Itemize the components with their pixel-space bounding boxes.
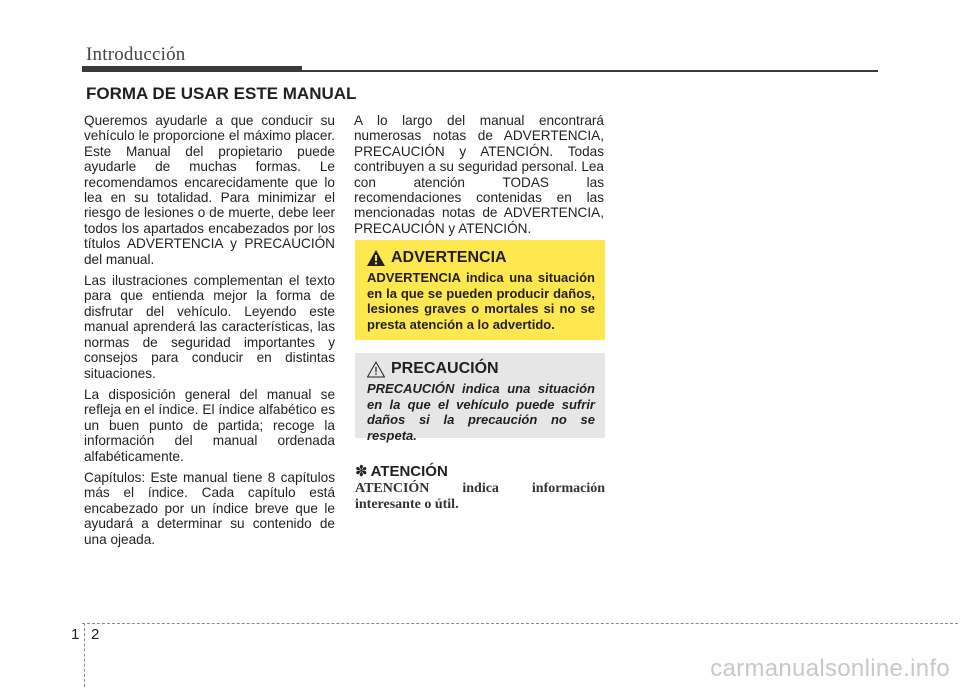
- page-number: 2: [91, 626, 100, 643]
- left-column: [84, 113, 335, 553]
- intro-paragraph: A lo largo del manual encontrará numerosas notas de ADVERTENCIA, PRECAUCIÓN y ATENCIÓN. Todas contribuyen a su seguridad personal. Lea con atención TODAS las recomendaciones contenidas en las mencionadas notas de ADVERTENCIA, PRECAUCIÓN y ATENCIÓN.: [354, 113, 604, 236]
- warning-box: [355, 240, 605, 340]
- chapter-title: Introducción: [86, 44, 186, 65]
- warning-title: ADVERTENCIA: [391, 249, 507, 266]
- caution-header: [367, 360, 595, 378]
- note-text: ATENCIÓN indica información interesante o útil.: [355, 481, 605, 512]
- caution-text: PRECAUCIÓN indica una situación en la que el vehículo puede sufrir daños si la precaución no se respeta.: [367, 381, 595, 443]
- paragraph: Queremos ayudarle a que conducir su vehículo le proporcione el máximo placer. Este Manual del propietario puede ayudarle de muchas formas. Le recomendamos encarecidamente que lo lea en su totalidad. Para minimizar el riesgo de lesiones o de muerte, debe leer todos los apartados encabezados por los títulos ADVERTENCIA y PRECAUCIÓN del manual.: [84, 113, 335, 267]
- warning-text: ADVERTENCIA indica una situación en la que se pueden producir daños, lesiones graves o mortales si no se presta atención a lo advertido.: [367, 270, 595, 332]
- footer-separator: [84, 623, 85, 687]
- warning-triangle-icon: [367, 250, 385, 266]
- caution-box: [355, 353, 605, 443]
- header-rule-thin: [302, 70, 878, 72]
- note-header: [355, 462, 448, 480]
- section-title: FORMA DE USAR ESTE MANUAL: [86, 84, 357, 103]
- paragraph: La disposición general del manual se refleja en el índice. El índice alfabético es un buen punto de partida; recoge la información del manual ordenada alfabéticamente.: [84, 386, 335, 464]
- warning-header: [367, 249, 595, 267]
- paragraph: Capítulos: Este manual tiene 8 capítulos más el índice. Cada capítulo está encabezado por un índice breve que le ayudará a determinar su contenido de una ojeada.: [84, 469, 335, 547]
- caution-triangle-icon: [367, 361, 385, 378]
- header-rule-thick: [82, 66, 302, 72]
- chapter-number: 1: [71, 626, 80, 643]
- asterisk-icon: ✽: [355, 463, 368, 480]
- right-column: [354, 113, 604, 242]
- paragraph: Las ilustraciones complementan el texto para que entienda mejor la forma de disfrutar del vehículo. Leyendo este manual aprenderá las características, las normas de seguridad importantes y consejos para conducir en distintas situaciones.: [84, 273, 335, 381]
- watermark: carmanualsonline.info: [710, 655, 950, 682]
- footer-rule: [82, 623, 958, 624]
- caution-title: PRECAUCIÓN: [391, 360, 499, 377]
- note-title: ATENCIÓN: [370, 462, 448, 480]
